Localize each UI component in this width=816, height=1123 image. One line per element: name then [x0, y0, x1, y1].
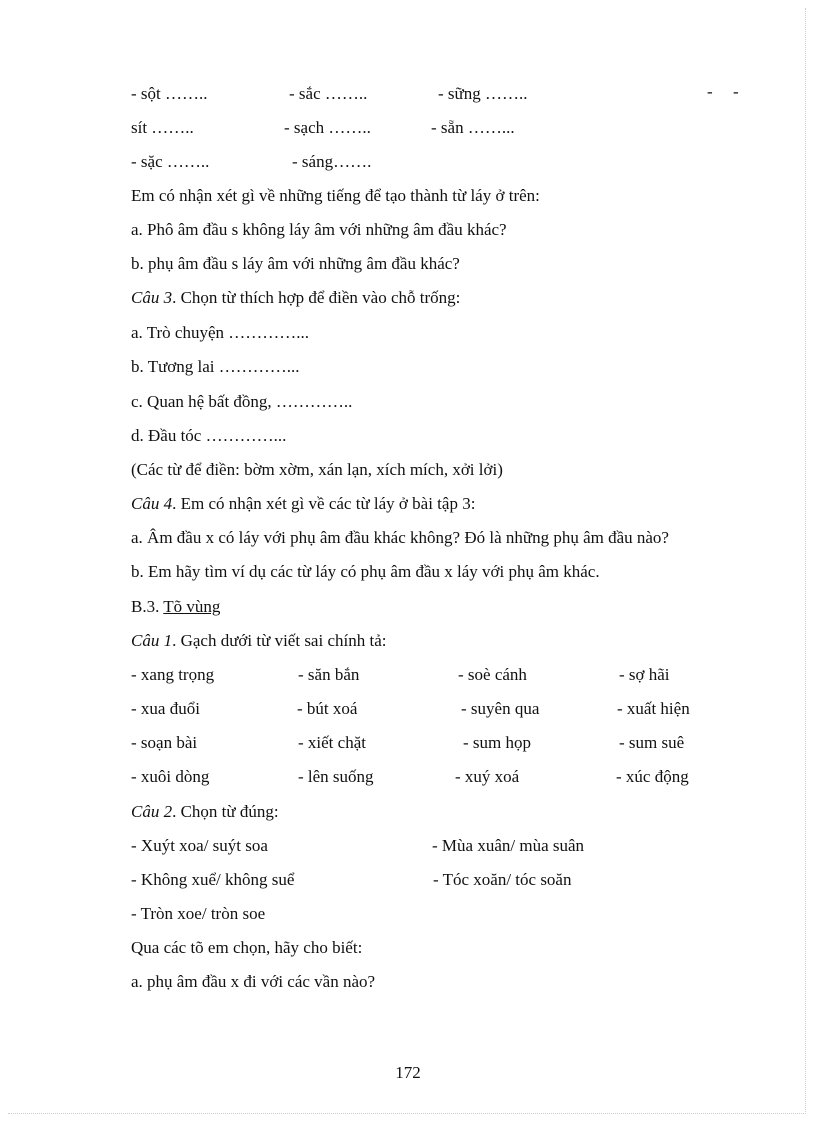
- c2-heading: [131, 802, 279, 822]
- c1-heading: [131, 631, 386, 651]
- c2-option: - Mùa xuân/ mùa suân: [432, 836, 585, 855]
- c1-word: - sum họp: [463, 733, 531, 752]
- c1-word: - xuất hiện: [617, 699, 690, 718]
- word-item: - sẵn ……...: [431, 118, 515, 137]
- q3-words: (Các từ để điền: bờm xờm, xán lạn, xích mích, xởi lởi): [131, 460, 503, 479]
- c2-text: . Chọn từ đúng:: [172, 802, 279, 821]
- word-item: - sột ……..: [131, 84, 208, 103]
- q4-b: b. Em hãy tìm ví dụ các từ láy có phụ âm đầu x láy với phụ âm khác.: [131, 562, 600, 581]
- dash-mark: -: [707, 82, 713, 101]
- q3-item-b: b. Tương lai …………...: [131, 357, 300, 376]
- c1-word: - lên suống: [298, 767, 374, 786]
- q4-label: Câu 4: [131, 494, 173, 513]
- c2-option: - Xuýt xoa/ suýt soa: [131, 836, 268, 855]
- c2-option: - Tròn xoe/ tròn soe: [131, 904, 266, 923]
- c1-word: - săn bắn: [298, 665, 360, 684]
- c1-word: - xiết chặt: [298, 733, 366, 752]
- c1-word: - xuý xoá: [455, 767, 520, 786]
- q3-heading: [131, 288, 460, 308]
- word-item: - sáng…….: [292, 152, 372, 171]
- c1-word: - xuôi dòng: [131, 767, 210, 786]
- word-item: sít ……..: [131, 118, 194, 137]
- word-item: - sạch ……..: [284, 118, 371, 137]
- c1-word: - xang trọng: [131, 665, 215, 684]
- c2-a: a. phụ âm đầu x đi với các vần nào?: [131, 972, 376, 991]
- c2-option: - Không xuể/ không suể: [131, 870, 295, 889]
- q2-a: a. Phô âm đầu s không láy âm với những âm đầu khác?: [131, 220, 507, 239]
- c2-label: Câu 2: [131, 802, 173, 821]
- c1-word: - suyên qua: [461, 699, 540, 718]
- word-item: - sắc ……..: [289, 84, 368, 103]
- dash-mark: -: [733, 82, 739, 101]
- section-heading: [131, 597, 220, 617]
- c1-word: - soè cánh: [458, 665, 527, 684]
- q4-heading: [131, 494, 475, 514]
- q4-text: . Em có nhận xét gì về các từ láy ở bài tập 3:: [172, 494, 476, 513]
- c1-label: Câu 1: [131, 631, 173, 650]
- c1-word: - xua đuổi: [131, 699, 200, 718]
- q3-label: Câu 3: [131, 288, 173, 307]
- word-item: - sững ……..: [438, 84, 528, 103]
- section-title: Tõ vùng: [163, 597, 221, 616]
- c2-ask: Qua các tõ em chọn, hãy cho biết:: [131, 938, 363, 957]
- c2-option: - Tóc xoăn/ tóc soăn: [433, 870, 572, 889]
- c1-word: - sợ hãi: [619, 665, 670, 684]
- page-number: 172: [395, 1063, 421, 1082]
- q2-comment: Em có nhận xét gì về những tiếng để tạo thành từ láy ở trên:: [131, 186, 540, 205]
- word-item: - sặc ……..: [131, 152, 210, 171]
- page-border: [8, 8, 806, 1114]
- c1-word: - xúc động: [616, 767, 689, 786]
- q3-item-a: a. Trò chuyện …………...: [131, 323, 310, 342]
- c1-word: - soạn bài: [131, 733, 198, 752]
- c1-text: . Gạch dưới từ viết sai chính tả:: [172, 631, 387, 650]
- c1-word: - sum suê: [619, 733, 685, 752]
- q3-item-c: c. Quan hệ bất đồng, …………..: [131, 392, 353, 411]
- q4-a: a. Âm đầu x có láy với phụ âm đầu khác không? Đó là những phụ âm đầu nào?: [131, 528, 669, 547]
- section-prefix: B.3.: [131, 597, 164, 616]
- c1-word: - bút xoá: [297, 699, 358, 718]
- q3-text: . Chọn từ thích hợp để điền vào chỗ trống:: [172, 288, 461, 307]
- q3-item-d: d. Đầu tóc …………...: [131, 426, 287, 445]
- q2-b: b. phụ âm đầu s láy âm với những âm đầu khác?: [131, 254, 460, 273]
